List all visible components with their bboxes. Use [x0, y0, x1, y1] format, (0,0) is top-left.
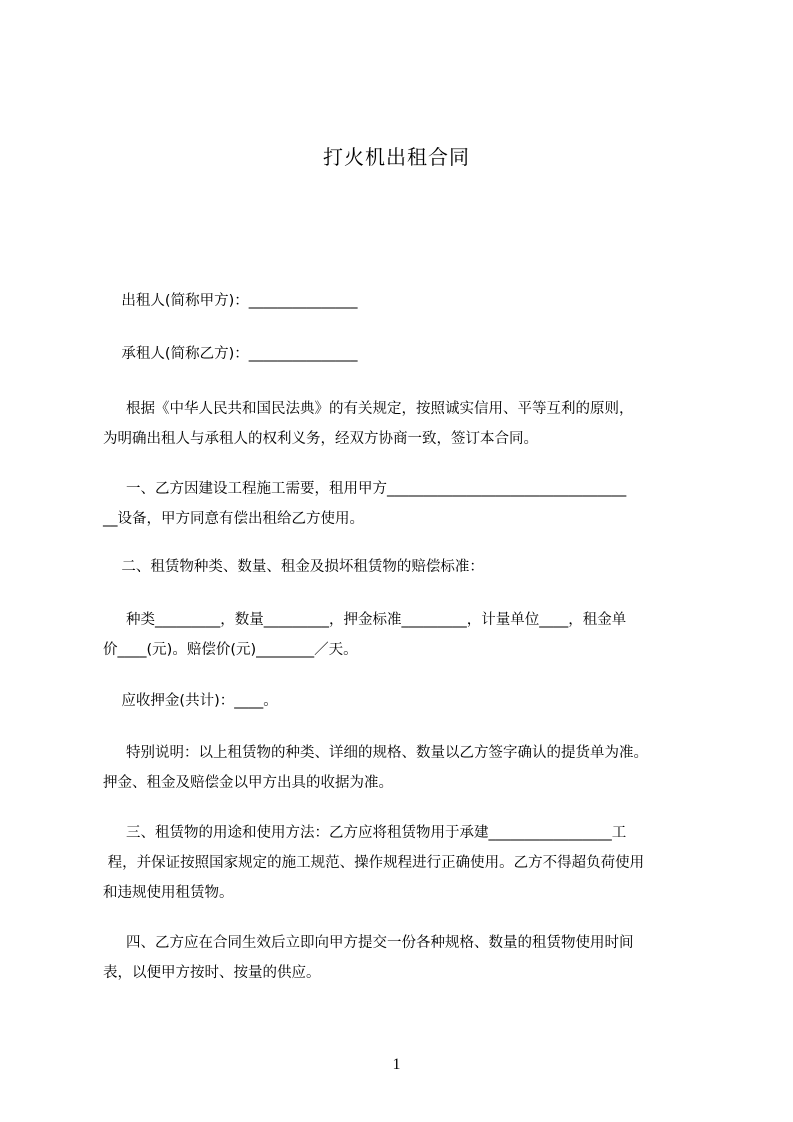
- paragraph-deposit: [103, 686, 703, 716]
- paragraph-line: 四、乙方应在合同生效后立即向甲方提交一份各种规格、数量的租赁物使用时间: [103, 935, 634, 951]
- paragraph-line: 根据《中华人民共和国民法典》的有关规定，按照诚实信用、平等互利的原则，: [103, 401, 634, 417]
- paragraph-line: 和违规使用租赁物。: [103, 885, 234, 901]
- paragraph-special-note: [103, 738, 703, 798]
- paragraph-line: 表，以便甲方按时、按量的供应。: [103, 965, 321, 981]
- paragraph-lessee: [103, 339, 703, 369]
- paragraph-line: 程，并保证按照国家规定的施工规范、操作规程进行正确使用。乙方不得超负荷使用: [103, 855, 645, 871]
- paragraph-clause-4: [103, 928, 703, 988]
- document-title: 打火机出租合同: [323, 145, 470, 169]
- paragraph-line: 一、乙方因建设工程施工需要，租用甲方_________________________________: [103, 481, 627, 497]
- paragraph-line: __设备，甲方同意有偿出租给乙方使用。: [103, 511, 364, 527]
- paragraph-line: 种类_________，数量_________，押金标准_________，计量单位____，租金单: [103, 612, 627, 628]
- paragraph-line: 应收押金(共计)：____。: [103, 693, 278, 709]
- page-number: 1: [392, 1056, 401, 1073]
- paragraph-line: 出租人(简称甲方)：_______________: [103, 293, 358, 309]
- paragraph-line: 三、租赁物的用途和使用方法：乙方应将租赁物用于承建_________________工: [103, 825, 627, 841]
- paragraph-clause-2-detail: [103, 605, 703, 665]
- paragraph-clause-1: [103, 474, 703, 534]
- paragraph-line: 二、租赁物种类、数量、租金及损坏租赁物的赔偿标准：: [103, 559, 484, 575]
- paragraph-clause-2: [103, 552, 703, 582]
- paragraph-line: 为明确出租人与承租人的权利义务，经双方协商一致，签订本合同。: [103, 431, 538, 447]
- paragraph-lessor: [103, 286, 703, 316]
- paragraph-line: 承租人(简称乙方)：_______________: [103, 346, 358, 362]
- paragraph-preamble: [103, 394, 703, 454]
- paragraph-line: 价____(元)。赔偿价(元)________／天。: [103, 642, 358, 658]
- paragraph-line: 特别说明：以上租赁物的种类、详细的规格、数量以乙方签字确认的提货单为准。: [103, 745, 649, 761]
- paragraph-line: 押金、租金及赔偿金以甲方出具的收据为准。: [103, 775, 393, 791]
- paragraph-clause-3: [103, 818, 703, 908]
